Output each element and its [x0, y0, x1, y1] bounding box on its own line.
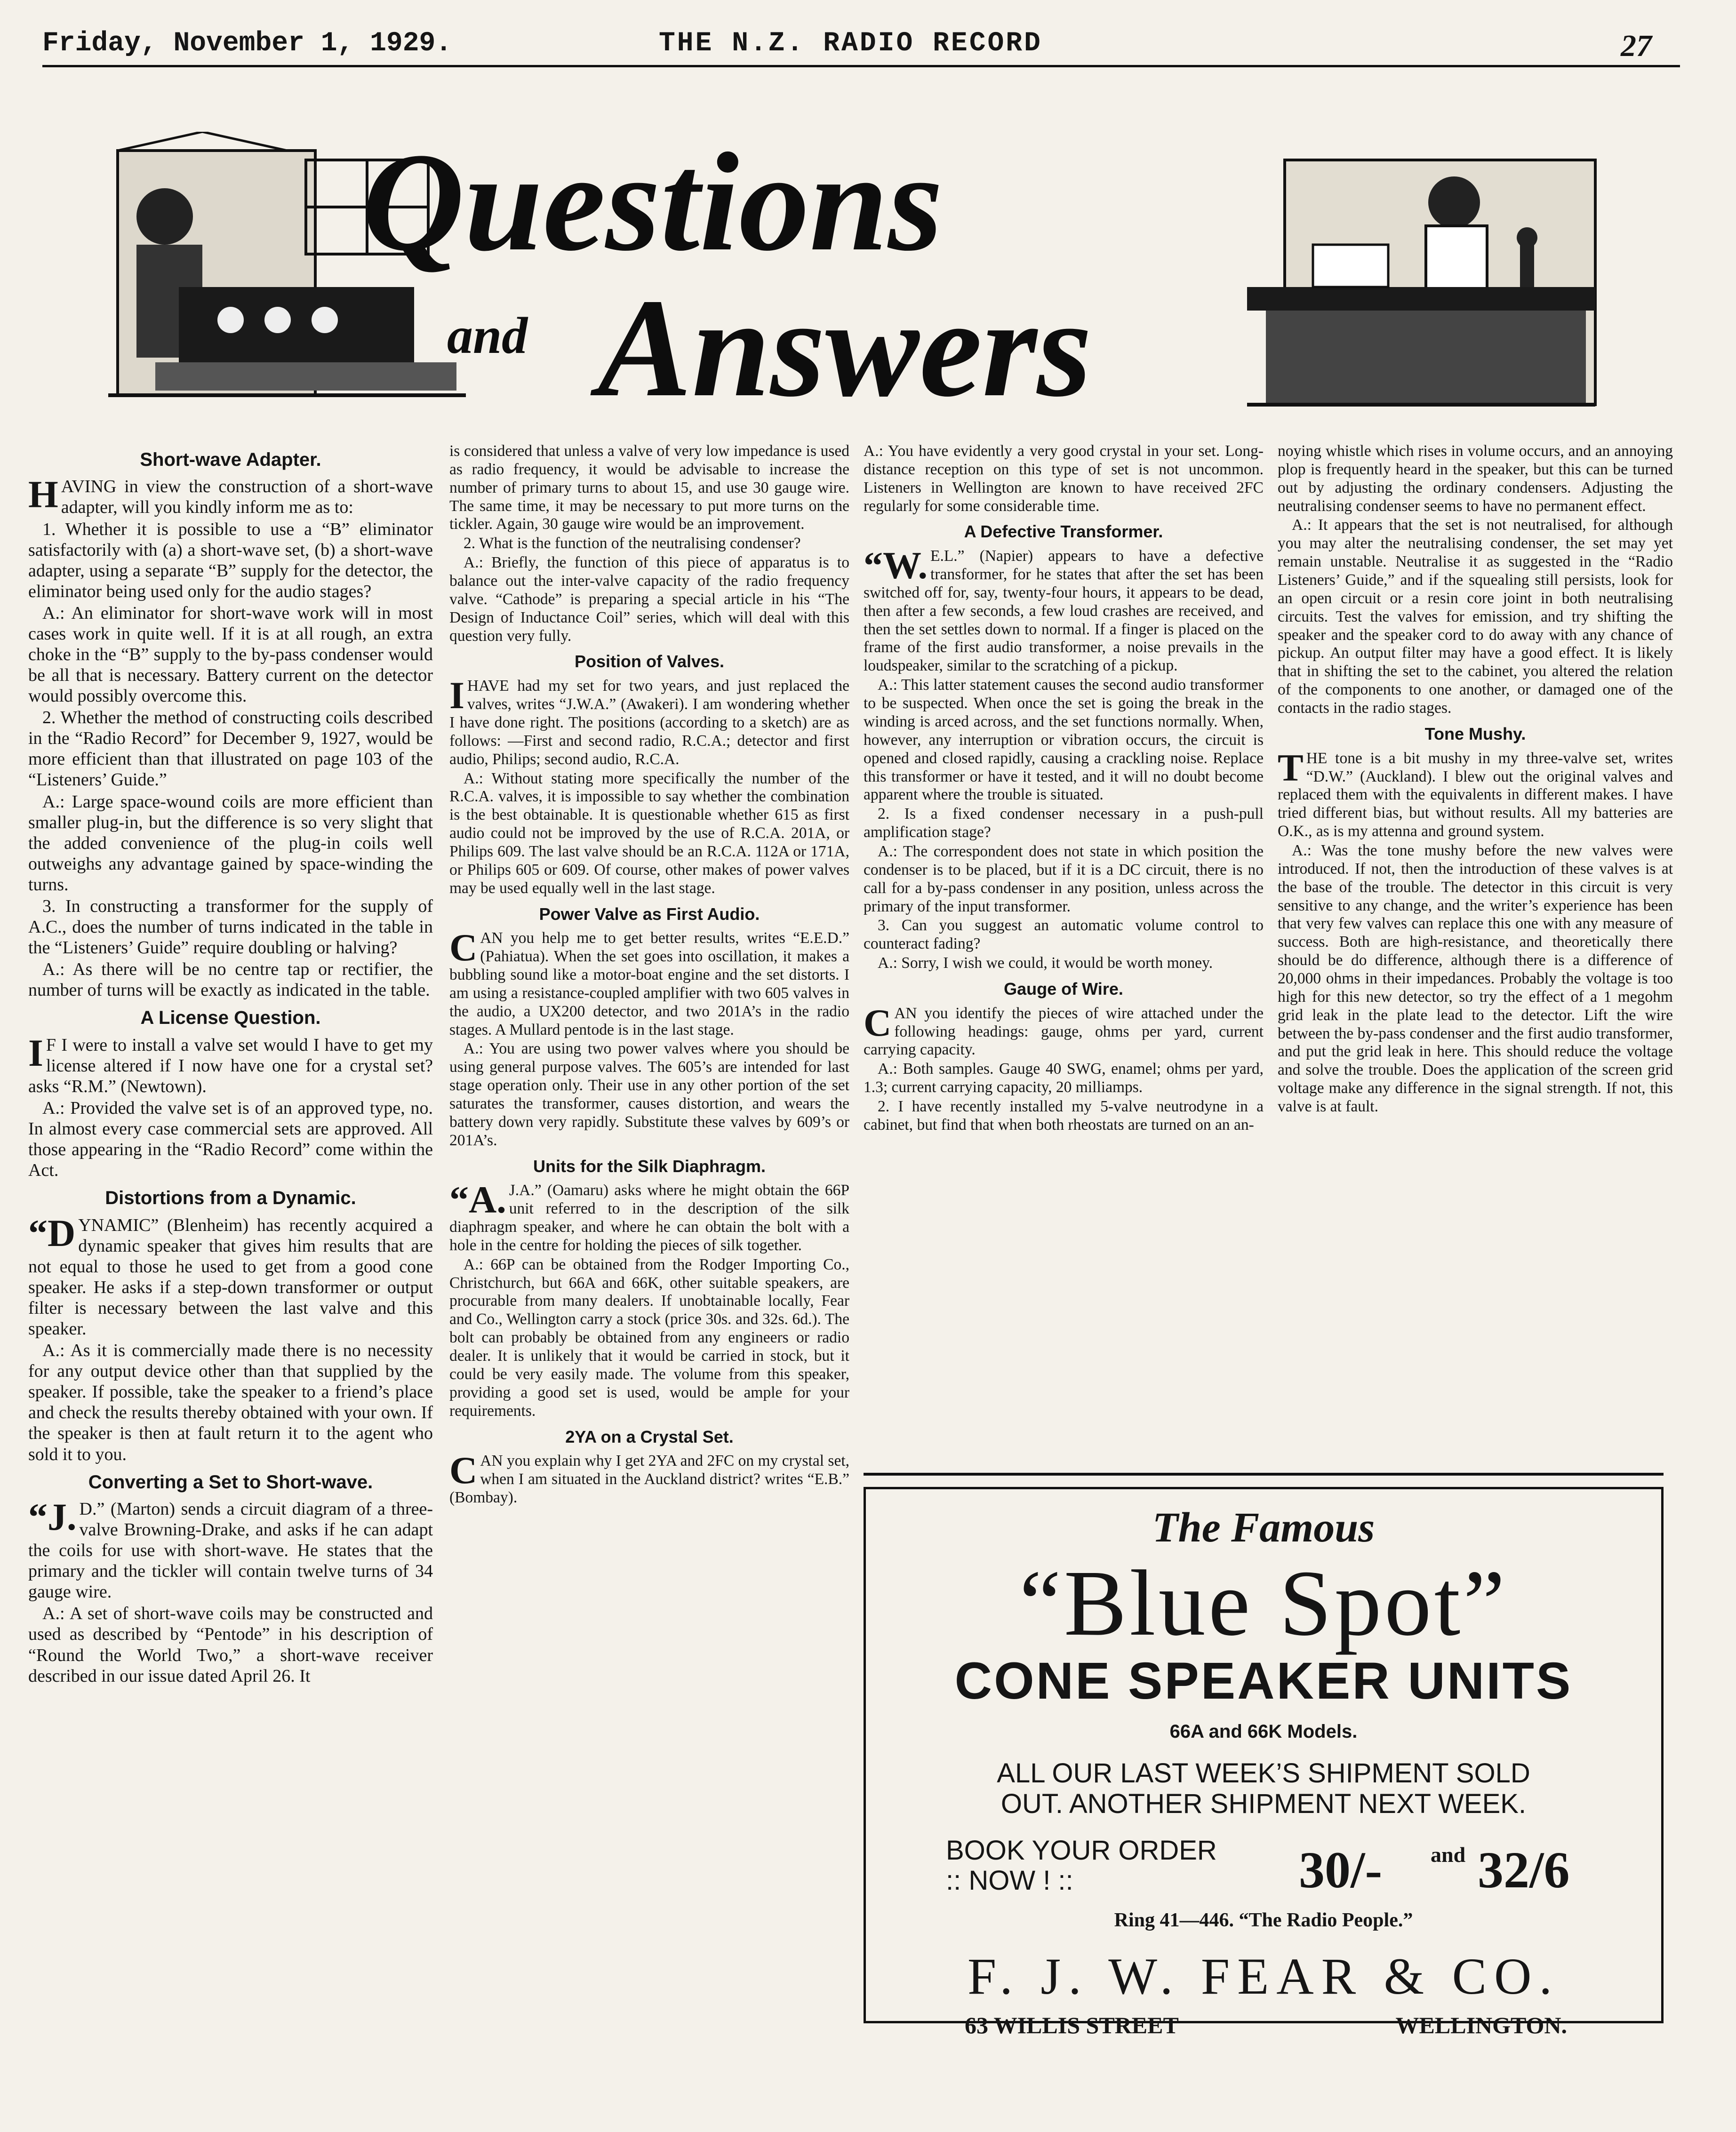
banner-title-and: and [447, 307, 528, 364]
ad-price-and: and [1431, 1842, 1466, 1867]
column-1 [28, 442, 433, 1687]
ad-book-line-2: :: NOW ! :: [946, 1865, 1073, 1896]
article-paragraph: HAVING in view the construction of a short-wave adapter, will you kindly inform me as to: [28, 473, 433, 518]
article-paragraph: 2. Is a fixed condenser necessary in a push-pull amplification stage? [864, 805, 1264, 841]
article-paragraph: is considered that unless a valve of very low impedance is used as radio frequency, it would be advisable to increase the number of primary turns to about 15, and use 30 gauge wire. The same time, it may be necessary to put more turns on the tickler. Again, 30 gauge wire would be an improvement. [449, 442, 849, 533]
article-paragraph: A.: Large space-wound coils are more efficient than smaller plug-in, but the difference is so very slight that the added convenience of the plug-in coils well outweighs any advantage gained by space-winding the turns. [28, 791, 433, 894]
ad-top-rule [864, 1473, 1664, 1476]
issue-date: Friday, November 1, 1929. [42, 28, 452, 59]
article-paragraph: A.: Sorry, I wish we could, it would be worth money. [878, 954, 1213, 972]
ad-ring-number: Ring 41—446. “The Radio People.” [1114, 1909, 1413, 1931]
article-paragraph: “A.J.A.” (Oamaru) asks where he might obtain the 66P unit referred to in the description of the silk diaphragm speaker, and where he can obtain the bolt with a hole in the centre for holding the pieces of silk together. [449, 1178, 849, 1254]
article-paragraph: A.: Without stating more specifically the number of the R.C.A. valves, it is impossible to say whether the combination is the best obtainable. It is questionable whether 615 as first audio could not be improved by the use of R.C.A. 201A, or Philips 609. The last valve should be an R.C.A. 112A or 171A, or Philips 605 or 609. Of course, other makes of power valves may be used equally well in the last stage. [449, 769, 849, 897]
article-paragraph: 2. I have recently installed my 5-valve neutrodyne in a cabinet, but find that when both rheostats are turned on an an- [864, 1098, 1264, 1134]
article-paragraph: “J.D.” (Marton) sends a circuit diagram of a three-valve Browning-Drake, and asks if he can adapt the coils for use with short-wave. He states that the primary and the tickler will contain twelve turns of 34 gauge wire. [28, 1495, 433, 1602]
ad-shipment-line-1: ALL OUR LAST WEEK’S SHIPMENT SOLD [997, 1758, 1530, 1789]
article-paragraph: 2. Whether the method of constructing coils described in the “Radio Record” for December 9, 1927, would be more efficient than that illustrated on page 103 of the “Listeners’ Guide.” [28, 708, 433, 790]
article-paragraph: 3. Can you suggest an automatic volume control to counteract fading? [864, 917, 1264, 953]
ad-firm-name: F. J. W. FEAR & CO. [968, 1947, 1560, 2005]
publication-title: THE N.Z. RADIO RECORD [659, 28, 1042, 59]
page-header [42, 28, 1652, 61]
article-heading: Power Valve as First Audio. [539, 904, 760, 924]
article-heading: Distortions from a Dynamic. [105, 1188, 356, 1209]
ad-order-prices [866, 1836, 1661, 1906]
article-heading: Units for the Silk Diaphragm. [533, 1156, 766, 1176]
article-paragraph: A.: The correspondent does not state in which position the condenser is to be placed, but if it is a DC circuit, there is no call for a by-pass condenser in any position, unless across the primary of the input transformer. [864, 842, 1264, 915]
ad-shipment-notice [866, 1758, 1661, 1820]
article-paragraph: A.: This latter statement causes the second audio transformer to be suspected. When once the set is going the break in the winding is arced across, and the set functions normally. When, however, any interruption or vibration occurs, the circuit is opened and closed rapidly, causing a crackling noise. Replace this transformer or have it tested, and it will no doubt become apparent where the trouble is situated. [864, 676, 1264, 804]
article-paragraph: THE tone is a bit mushy in my three-valve set, writes “D.W.” (Auckland). I blew out the original valves and replaced them with the equivalents in different makes. I have tried different bias, but without results. All my batteries are O.K., as is my attenna and ground system. [1278, 746, 1673, 840]
ad-street: 63 WILLIS STREET [965, 2012, 1179, 2038]
article-paragraph: 1. Whether it is possible to use a “B” eliminator satisfactorily with (a) a short-wave set, (b) a short-wave adapter, using a separate “B” supply for the detector, the eliminator being used only for the audio stages? [28, 519, 433, 601]
banner-title-answers: Answers [598, 270, 1092, 414]
banner-title-questions: Questions [362, 132, 943, 280]
article-heading: A License Question. [140, 1007, 321, 1029]
article-paragraph: noying whistle which rises in volume occurs, and an annoying plop is frequently heard in the speaker, but this can be turned out by adjusting the ordinary condensers. Adjusting the neutralising condenser seems to have no permanent effect. [1278, 442, 1673, 515]
article-paragraph: A.: It appears that the set is not neutralised, for although you may alter the neutralising condenser, the set may yet remain unstable. Neutralise it as suggested in the “Radio Listeners’ Guide,” and if the squealing still persists, look for an open circuit or a resin core joint in both neutralising circuits. Test the valves for emission, and try shifting the speaker and the speaker cord to do away with any chance of pickup. An output filter may have a good effect. It is likely that in shifting the set to the cabinet, you altered the relation of the components to one another, or damaged one of the contacts in the radio stages. [1278, 516, 1673, 717]
article-paragraph: A.: Provided the valve set is of an approved type, no. In almost every case commercial sets are approved. All those appearing in the “Radio Record” come within the Act. [28, 1098, 433, 1181]
article-paragraph: A.: An eliminator for short-wave work will in most cases work in quite well. If it is at all rough, an extra choke in the “B” supply to the by-pass condenser would be all that is necessary. Battery current on the detector would possibly overcome this. [28, 603, 433, 706]
ad-models: 66A and 66K Models. [1169, 1721, 1358, 1742]
column-3 [864, 442, 1264, 1135]
article-heading: Short-wave Adapter. [140, 449, 321, 470]
article-paragraph: IHAVE had my set for two years, and just replaced the valves, writes “J.W.A.” (Awakeri). I am wondering whether I have done right. The positions (according to a sketch) are as follows: —First and second radio, R.C.A.; detector and first audio, Philips; second audio, R.C.A. [449, 674, 849, 768]
ad-shipment-line-2: OUT. ANOTHER SHIPMENT NEXT WEEK. [1000, 1788, 1527, 1819]
questions-and-answers-banner [108, 132, 1605, 414]
ad-city: WELLINGTON. [1395, 2012, 1567, 2038]
article-paragraph: A.: As there will be no centre tap or rectifier, the number of turns will be exactly as indicated in the table. [28, 959, 433, 1000]
article-paragraph: CAN you help me to get better results, writes “E.E.D.” (Pahiatua). When the set goes into oscillation, it makes a bubbling sound like a motor-boat engine and the set distorts. I am using a resistance-coupled amplifier with two 605 valves in the audio, a UX200 detector, and two 201A’s in the radio stages. A Mullard pentode is in the last stage. [449, 926, 849, 1038]
article-heading: Gauge of Wire. [1004, 979, 1123, 998]
article-paragraph: IF I were to install a valve set would I have to get my license altered if I now have one for a crystal set? asks “R.M.” (Newtown). [28, 1031, 433, 1096]
ad-price-2: 32/6 [1478, 1841, 1570, 1899]
ad-book-order [946, 1836, 1217, 1896]
article-paragraph: A.: A set of short-wave coils may be constructed and used as described by “Pentode” in his description of “Round the World Two,” a short-wave receiver described in our issue dated April 26. It [28, 1604, 433, 1686]
page-number: 27 [1621, 29, 1652, 63]
column-2 [449, 442, 849, 1508]
header-rule [42, 65, 1680, 67]
article-paragraph: A.: 66P can be obtained from the Rodger Importing Co., Christchurch, but 66A and 66K, other suitable speakers, are procurable from many dealers. If unobtainable locally, Fear and Co., Wellington carry a stock (price 30s. and 32s. 6d.). The bolt can probably be obtained from any engineers or radio dealer. It is unlikely that it would be carried in stock, but it could be very easily made. The volume from this speaker, providing a good set is used, would be ample for your requirements. [449, 1255, 849, 1420]
blue-spot-advertisement [864, 1487, 1664, 2038]
desk-man-illustration [1247, 160, 1595, 405]
article-paragraph: A.: Both samples. Gauge 40 SWG, enamel; ohms per yard, 1.3; current carrying capacity, 20 milliamps. [864, 1060, 1264, 1096]
article-heading: Position of Valves. [574, 652, 725, 671]
article-heading: Converting a Set to Short-wave. [88, 1471, 373, 1493]
article-paragraph: A.: Was the tone mushy before the new valves were introduced. If not, then the introduction of these valves is at the base of the trouble. The detector in this circuit is very sensitive to any change, and the writer’s experience has been that very few valves can replace this one with any measure of success. Both are high-resistance, and theoretically there should be do difference, although there is a difference of 20,000 ohms in their impedances. Probably the voltage is too high for this new detector, so try the effect of a 1 megohm grid leak in the plate lead to the detector. Lift the wire between the by-pass condenser and the first audio transformer, and put the grid leak in here. This should reduce the voltage and solve the trouble. Does the application of the screen grid voltage make any difference in the signal strength. If not, this valve is at fault. [1278, 841, 1673, 1115]
column-4 [1278, 442, 1673, 1117]
article-paragraph: A.: You have evidently a very good crystal in your set. Long-distance reception on this type of set is not uncommon. Listeners in Wellington are known to have received 2FC regularly for some considerable time. [864, 442, 1264, 515]
ad-brand: “Blue Spot” [1019, 1551, 1508, 1655]
article-paragraph: A.: You are using two power valves where you should be using general purpose valves. The 605’s are intended for last stage operation only. Their use in any other portion of the set saturates the transformer, causes distortion, and wears the battery down very rapidly. Substitute these valves by 609’s or 201A’s. [449, 1040, 849, 1149]
article-paragraph: CAN you identify the pieces of wire attached under the following headings: gauge, ohms per yard, current carrying capacity. [864, 1001, 1264, 1059]
article-paragraph: A.: As it is commercially made there is no necessity for any output device other than that supplied by the speaker. If possible, take the speaker to a friend’s place and check the results thereby obtained with your own. If the speaker is then at fault return it to the agent who sold it to you. [28, 1341, 433, 1464]
ad-book-line-1: BOOK YOUR ORDER [946, 1835, 1217, 1866]
ad-product: CONE SPEAKER UNITS [954, 1652, 1573, 1710]
ad-price-1: 30/- [1299, 1841, 1383, 1899]
article-paragraph: 3. In constructing a transformer for the supply of A.C., does the number of turns indicated in the table in the “Listeners’ Guide” require doubling or halving? [28, 896, 433, 958]
article-heading: A Defective Transformer. [964, 522, 1163, 542]
article-heading: 2YA on a Crystal Set. [565, 1427, 734, 1446]
article-paragraph: “W.E.L.” (Napier) appears to have a defective transformer, for he states that after the set has been switched off for, say, twenty-four hours, it appears to be dead, then after a few seconds, a few loud crashes are received, and then the set settles down to normal. If a finger is placed on the frame of the first audio transformer, a noise prevails in the loudspeaker, similar to the scratching of a pickup. [864, 544, 1264, 675]
article-paragraph: A.: Briefly, the function of this piece of apparatus is to balance out the inter-valve capacity of the radio frequency valve. “Cathode” is preparing a special article in his “The Design of Inductance Coil” series, which will deal with this question very fully. [449, 554, 849, 645]
banner-illustration [108, 132, 1605, 414]
article-paragraph: “DYNAMIC” (Blenheim) has recently acquired a dynamic speaker that gives him results that are not equal to those he used to get from a good cone speaker. He asks if a step-down transformer or output filter is necessary between the last valve and this speaker. [28, 1211, 433, 1339]
article-paragraph: 2. What is the function of the neutralising condenser? [464, 535, 801, 552]
article-heading: Tone Mushy. [1424, 724, 1526, 743]
ad-address [866, 2012, 1661, 2040]
article-paragraph: CAN you explain why I get 2YA and 2FC on my crystal set, when I am situated in the Auckland district? writes “E.B.” (Bombay). [449, 1449, 849, 1506]
ad-kicker: The Famous [1152, 1504, 1375, 1551]
